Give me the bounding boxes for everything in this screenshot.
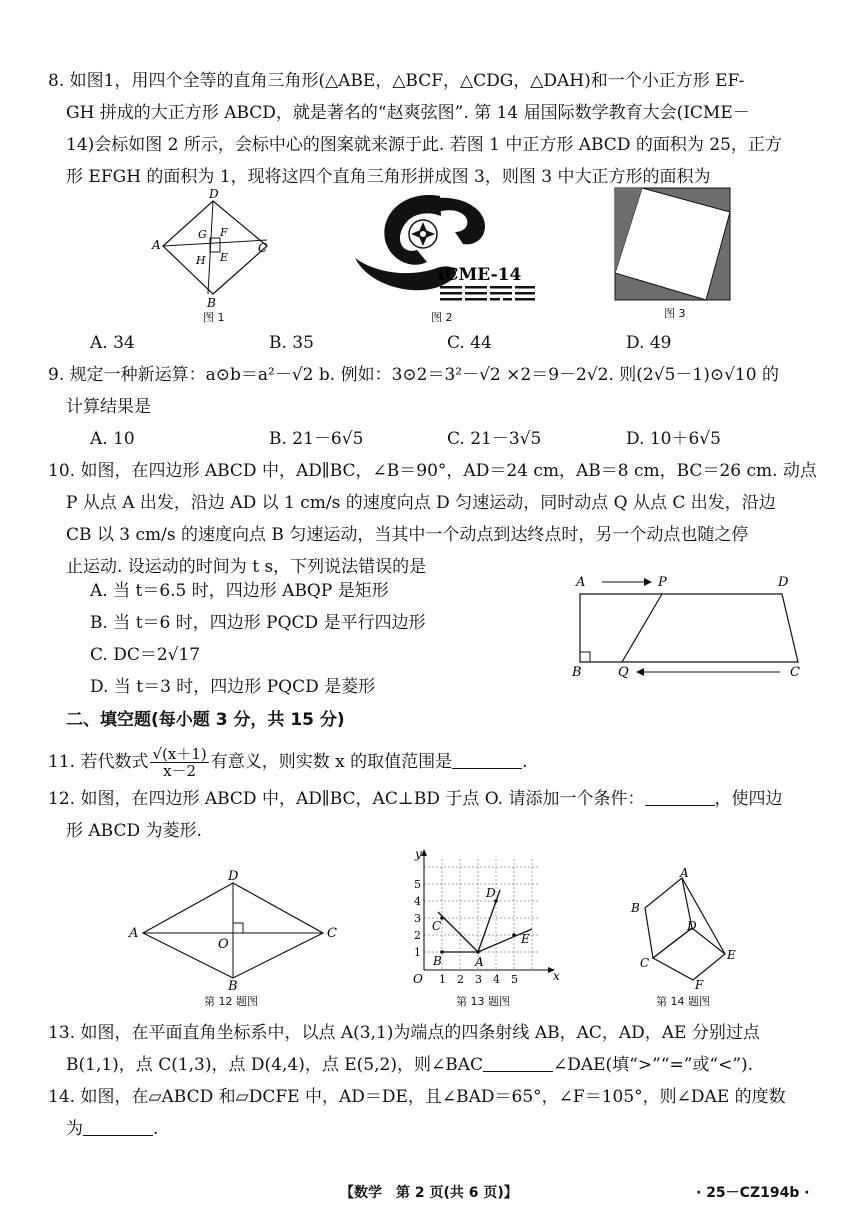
footer-code: · 25－CZ194b · <box>696 1185 810 1201</box>
q13-y-axis-label: y <box>415 847 422 861</box>
q13-tick-y-5: 5 <box>414 878 421 891</box>
q13-label-e: E <box>521 932 530 946</box>
q11-line <box>48 742 528 782</box>
q13-label-b: B <box>433 954 442 968</box>
q14-line-2 <box>66 1118 158 1140</box>
q8-line-1: 8. 如图1，用四个全等的直角三角形(△ABE，△BCF，△CDG，△DAH)和一个小正方形 EF- <box>48 71 745 91</box>
q14-label-a: A <box>680 868 689 880</box>
q13-caption: 第 13 题图 <box>456 995 510 1008</box>
q9-option-d[interactable]: D. 10＋6√5 <box>626 429 721 449</box>
q10-figure <box>570 572 805 682</box>
q13-tick-x-4: 4 <box>493 973 500 986</box>
q12-text-b: ，使四边 <box>714 789 783 809</box>
q8-figure-2-logo <box>345 188 540 303</box>
q13-tick-x-1: 1 <box>439 973 446 986</box>
q13-line-2 <box>66 1054 753 1076</box>
q14-label-d: D <box>687 919 697 933</box>
q13-tick-y-3: 3 <box>414 912 421 925</box>
q10-line-3: CB 以 3 cm/s 的速度向点 B 匀速运动，当其中一个动点到达终点时，另一个动点也随之停 <box>66 525 749 545</box>
q11-denominator: x－2 <box>163 762 197 780</box>
q12-label-d: D <box>228 870 239 884</box>
q13-label-d: D <box>486 886 496 900</box>
q14-figure <box>625 868 750 993</box>
fig1-label-e: E <box>220 251 229 264</box>
q12-text-a: 12. 如图，在四边形 ABCD 中，AD∥BC，AC⊥BD 于点 O. 请添加一个条件： <box>48 789 645 809</box>
q8-line-2: GH 拼成的大正方形 ABCD，就是著名的“赵爽弦图”. 第 14 届国际数学教育大会(ICME－ <box>66 103 750 123</box>
q12-figure <box>125 870 345 990</box>
q13-tick-y-1: 1 <box>414 946 421 959</box>
q12-caption: 第 12 题图 <box>204 995 258 1008</box>
fig1-label-h: H <box>196 254 206 267</box>
q8-option-a[interactable]: A. 34 <box>90 333 135 353</box>
q14-line-1: 14. 如图，在▱ABCD 和▱DCFE 中，AD＝DE，且∠BAD＝65°，∠F＝105°，则∠DAE 的度数 <box>48 1087 786 1107</box>
q13-tick-x-3: 3 <box>475 973 482 986</box>
q12-label-b: B <box>228 979 238 990</box>
q13-line-1: 13. 如图，在平面直角坐标系中，以点 A(3,1)为端点的四条射线 AB，AC，AD，AE 分别过点 <box>48 1023 760 1043</box>
q10-label-d: D <box>778 575 789 590</box>
q13-label-c: C <box>432 919 442 933</box>
fig1-label-f: F <box>220 226 228 239</box>
icme-logo-text: ICME-14 <box>437 265 522 285</box>
q14-label-e: E <box>727 948 736 962</box>
q12-label-c: C <box>327 926 337 941</box>
q11-prefix: 11. 若代数式 <box>48 752 149 772</box>
q13-origin-label: O <box>413 972 423 986</box>
q14-text-b: . <box>153 1119 159 1139</box>
q13-figure <box>405 845 565 990</box>
fig1-label-b: B <box>207 296 216 310</box>
q10-line-4: 止运动. 设运动的时间为 t s，下列说法错误的是 <box>66 557 427 577</box>
q8-caption-3: 图 3 <box>664 307 686 320</box>
q13-tick-x-5: 5 <box>511 973 518 986</box>
q13-text-a: B(1,1)，点 C(1,3)，点 D(4,4)，点 E(5,2)，则∠BAC <box>66 1055 483 1075</box>
q10-label-b: B <box>572 665 582 680</box>
q10-label-q: Q <box>618 665 629 680</box>
q9-option-c[interactable]: C. 21－3√5 <box>447 429 542 449</box>
footer-page-info: 【数学 第 2 页(共 6 页)】 <box>340 1185 518 1201</box>
q12-label-a: A <box>129 926 139 941</box>
q14-label-c: C <box>640 956 650 970</box>
q13-tick-y-2: 2 <box>414 929 421 942</box>
q8-option-b[interactable]: B. 35 <box>269 333 314 353</box>
q13-answer-blank[interactable] <box>483 1055 553 1072</box>
q12-line-2: 形 ABCD 为菱形. <box>66 821 202 841</box>
q11-fraction <box>150 746 208 779</box>
q14-text-a: 为 <box>66 1119 83 1139</box>
q10-option-c[interactable]: C. DC＝2√17 <box>90 645 201 665</box>
q10-label-c: C <box>790 665 800 680</box>
q8-option-c[interactable]: C. 44 <box>447 333 492 353</box>
q10-option-b[interactable]: B. 当 t＝6 时，四边形 PQCD 是平行四边形 <box>90 613 426 633</box>
q8-caption-2: 图 2 <box>431 311 453 324</box>
q9-line-2: 计算结果是 <box>66 397 151 417</box>
q14-label-f: F <box>695 978 704 992</box>
q8-line-4: 形 EFGH 的面积为 1，现将这四个直角三角形拼成图 3，则图 3 中大正方形的面积为 <box>66 167 711 187</box>
q10-label-a: A <box>576 575 586 590</box>
q9-option-a[interactable]: A. 10 <box>90 429 135 449</box>
q12-answer-blank[interactable] <box>645 789 715 806</box>
q9-line-1: 9. 规定一种新运算：a⊙b＝a²－√2 b. 例如：3⊙2＝3²－√2 ×2＝9－2√2. 则(2√5－1)⊙√10 的 <box>48 365 779 385</box>
q14-label-b: B <box>631 901 640 915</box>
q8-figure-3 <box>614 187 732 302</box>
q13-text-b: ∠DAE(填“>”“=”或“<”). <box>552 1055 754 1075</box>
q11-end: . <box>522 752 528 772</box>
section-heading-fill-blank: 二、填空题(每小题 3 分，共 15 分) <box>66 710 345 730</box>
q13-tick-y-4: 4 <box>414 895 421 908</box>
q13-label-a: A <box>475 955 484 969</box>
q10-label-p: P <box>658 575 667 590</box>
q8-line-3: 14)会标如图 2 所示，会标中心的图案就来源于此. 若图 1 中正方形 ABCD 的面积为 25，正方 <box>66 135 782 155</box>
q10-option-d[interactable]: D. 当 t＝3 时，四边形 PQCD 是菱形 <box>90 677 376 697</box>
q13-x-axis-label: x <box>553 969 560 983</box>
q9-option-b[interactable]: B. 21－6√5 <box>269 429 364 449</box>
q10-line-1: 10. 如图，在四边形 ABCD 中，AD∥BC，∠B＝90°，AD＝24 cm，AB＝8 cm，BC＝26 cm. 动点 <box>48 461 817 481</box>
q14-answer-blank[interactable] <box>83 1119 153 1136</box>
q8-figure-1 <box>150 186 280 311</box>
q12-line-1 <box>48 788 783 810</box>
q11-answer-blank[interactable] <box>452 752 522 769</box>
fig1-label-c: C <box>258 241 268 255</box>
q12-label-o: O <box>218 937 229 952</box>
q13-tick-x-2: 2 <box>457 973 464 986</box>
fig1-label-d: D <box>209 187 219 201</box>
fig1-label-g: G <box>198 228 207 241</box>
q10-line-2: P 从点 A 出发，沿边 AD 以 1 cm/s 的速度向点 D 匀速运动，同时动点 Q 从点 C 出发，沿边 <box>66 493 776 513</box>
q8-option-d[interactable]: D. 49 <box>626 333 672 353</box>
fig1-label-a: A <box>152 238 161 252</box>
q8-caption-1: 图 1 <box>203 311 225 324</box>
q11-numerator: √(x＋1) <box>152 745 207 763</box>
q11-text: 有意义，则实数 x 的取值范围是 <box>210 752 453 772</box>
q14-caption: 第 14 题图 <box>656 995 710 1008</box>
q10-option-a[interactable]: A. 当 t＝6.5 时，四边形 ABQP 是矩形 <box>90 581 389 601</box>
